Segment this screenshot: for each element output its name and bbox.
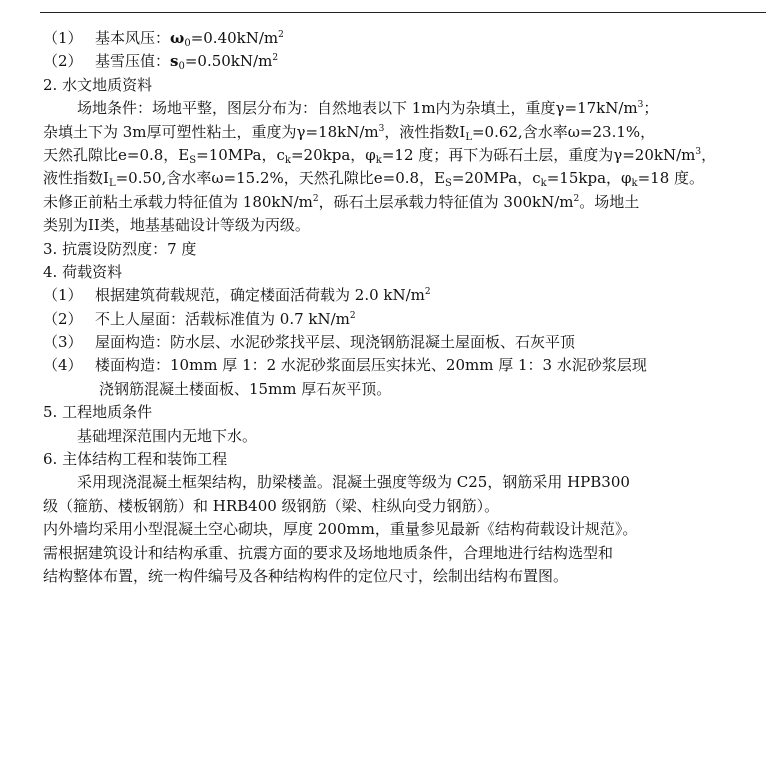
section-2-line-2 bbox=[43, 121, 748, 144]
section-6-line-4: 需根据建筑设计和结构承重、抗震方面的要求及场地地质条件，合理地进行结构选型和 bbox=[43, 543, 614, 562]
item-number: （2） bbox=[43, 52, 83, 71]
text: 场地条件：场地平整，图层分布为：自然地表以下 1m内为杂填土，重度γ=17kN/m bbox=[77, 99, 638, 118]
section-2-heading: 2. 水文地质资料 bbox=[43, 75, 153, 94]
value: =0.50kN/m bbox=[184, 52, 273, 71]
superscript: 2 bbox=[272, 53, 279, 64]
wind-pressure-line bbox=[43, 27, 748, 50]
text: =18 度。 bbox=[637, 169, 705, 188]
text: =20MPa，c bbox=[451, 169, 541, 188]
section-6-line-5: 结构整体布置，统一构件编号及各种结构构件的定位尺寸，绘制出结构布置图。 bbox=[43, 566, 569, 585]
snow-pressure-line bbox=[43, 50, 748, 73]
item-text: 楼面构造：10mm 厚 1：2 水泥砂浆面层压实抹光、20mm 厚 1：3 水泥砂浆层现 bbox=[95, 356, 647, 375]
item-text: 屋面构造：防水层、水泥砂浆找平层、现浇钢筋混凝土屋面板、石灰平顶 bbox=[95, 333, 576, 352]
section-6-line-2: 级（箍筋、楼板钢筋）和 HRB400 级钢筋（梁、柱纵向受力钢筋）。 bbox=[43, 496, 500, 515]
text: ，砾石土层承载力特征值为 300kN/m bbox=[318, 192, 574, 211]
subscript: k bbox=[284, 154, 291, 166]
text: =0.50,含水率ω=15.2%，天然孔隙比e=0.8，E bbox=[115, 169, 446, 188]
subscript: k bbox=[631, 178, 638, 190]
section-6-heading: 6. 主体结构工程和装饰工程 bbox=[43, 450, 228, 469]
label: 基雪压值： bbox=[95, 52, 171, 71]
document-body bbox=[43, 27, 748, 588]
item-number: （4） bbox=[43, 356, 83, 375]
symbol: s bbox=[170, 52, 179, 71]
section-2-line-3 bbox=[43, 144, 748, 167]
text: ， bbox=[701, 145, 717, 164]
section-2-line-1 bbox=[43, 97, 748, 120]
section-5-heading: 5. 工程地质条件 bbox=[43, 403, 153, 422]
section-2-line-6: 类别为II类，地基基础设计等级为丙级。 bbox=[43, 216, 310, 235]
item-text: 不上人屋面：活载标准值为 0.7 kN/m bbox=[95, 309, 350, 328]
text: =15kpa，φ bbox=[546, 169, 632, 188]
section-3-heading: 3. 抗震设防烈度：7 度 bbox=[43, 239, 197, 258]
subscript: S bbox=[445, 178, 452, 190]
item-number: （3） bbox=[43, 333, 83, 352]
subscript: 0 bbox=[178, 61, 185, 73]
subscript: k bbox=[540, 178, 547, 190]
load-item-1 bbox=[43, 284, 748, 307]
load-item-3 bbox=[43, 331, 748, 354]
superscript: 2 bbox=[424, 287, 431, 298]
subscript: k bbox=[375, 154, 382, 166]
section-4-heading: 4. 荷载资料 bbox=[43, 262, 123, 281]
item-number: （1） bbox=[43, 29, 83, 47]
text: 杂填土下为 3m厚可塑性粘土，重度为γ=18kN/m bbox=[43, 122, 379, 141]
text: 天然孔隙比e=0.8，E bbox=[43, 145, 190, 164]
item-number: （2） bbox=[43, 309, 83, 328]
superscript: 2 bbox=[573, 193, 580, 204]
subscript: L bbox=[465, 131, 472, 143]
label: 基本风压： bbox=[95, 29, 171, 47]
superscript: 3 bbox=[695, 146, 702, 157]
superscript: 2 bbox=[278, 30, 284, 40]
top-rule bbox=[40, 12, 766, 13]
section-5-text: 基础埋深范围内无地下水。 bbox=[77, 426, 258, 445]
symbol: ω bbox=[170, 29, 185, 47]
load-item-2 bbox=[43, 308, 748, 331]
text: =12 度；再下为砾石土层，重度为γ=20kN/m bbox=[381, 145, 696, 164]
text: 液性指数I bbox=[43, 169, 109, 188]
subscript: 0 bbox=[184, 38, 191, 49]
text: 。场地土 bbox=[579, 192, 640, 211]
text: =10MPa，c bbox=[196, 145, 285, 164]
superscript: 3 bbox=[637, 100, 644, 111]
text: =20kpa，φ bbox=[290, 145, 376, 164]
superscript: 3 bbox=[378, 123, 385, 134]
item-number: （1） bbox=[43, 286, 83, 305]
text: ，液性指数I bbox=[384, 122, 466, 141]
load-item-4-continuation: 浇钢筋混凝土楼面板、15mm 厚石灰平顶。 bbox=[99, 379, 392, 398]
section-6-line-1: 采用现浇混凝土框架结构，肋梁楼盖。混凝土强度等级为 C25，钢筋采用 HPB300 bbox=[77, 473, 630, 492]
text: ； bbox=[643, 99, 659, 118]
load-item-4 bbox=[43, 354, 748, 377]
subscript: L bbox=[108, 178, 116, 190]
superscript: 2 bbox=[349, 310, 356, 321]
section-2-line-4 bbox=[43, 167, 748, 190]
value: =0.40kN/m bbox=[190, 29, 279, 47]
text: =0.62,含水率ω=23.1%， bbox=[471, 122, 656, 141]
text: 未修正前粘土承载力特征值为 180kN/m bbox=[43, 192, 313, 211]
subscript: S bbox=[189, 154, 197, 166]
section-6-line-3: 内外墙均采用小型混凝土空心砌块，厚度 200mm，重量参见最新《结构荷载设计规范》。 bbox=[43, 520, 638, 539]
item-text: 根据建筑荷载规范，确定楼面活荷载为 2.0 kN/m bbox=[95, 286, 425, 305]
section-2-line-5 bbox=[43, 191, 748, 214]
superscript: 2 bbox=[312, 193, 319, 204]
